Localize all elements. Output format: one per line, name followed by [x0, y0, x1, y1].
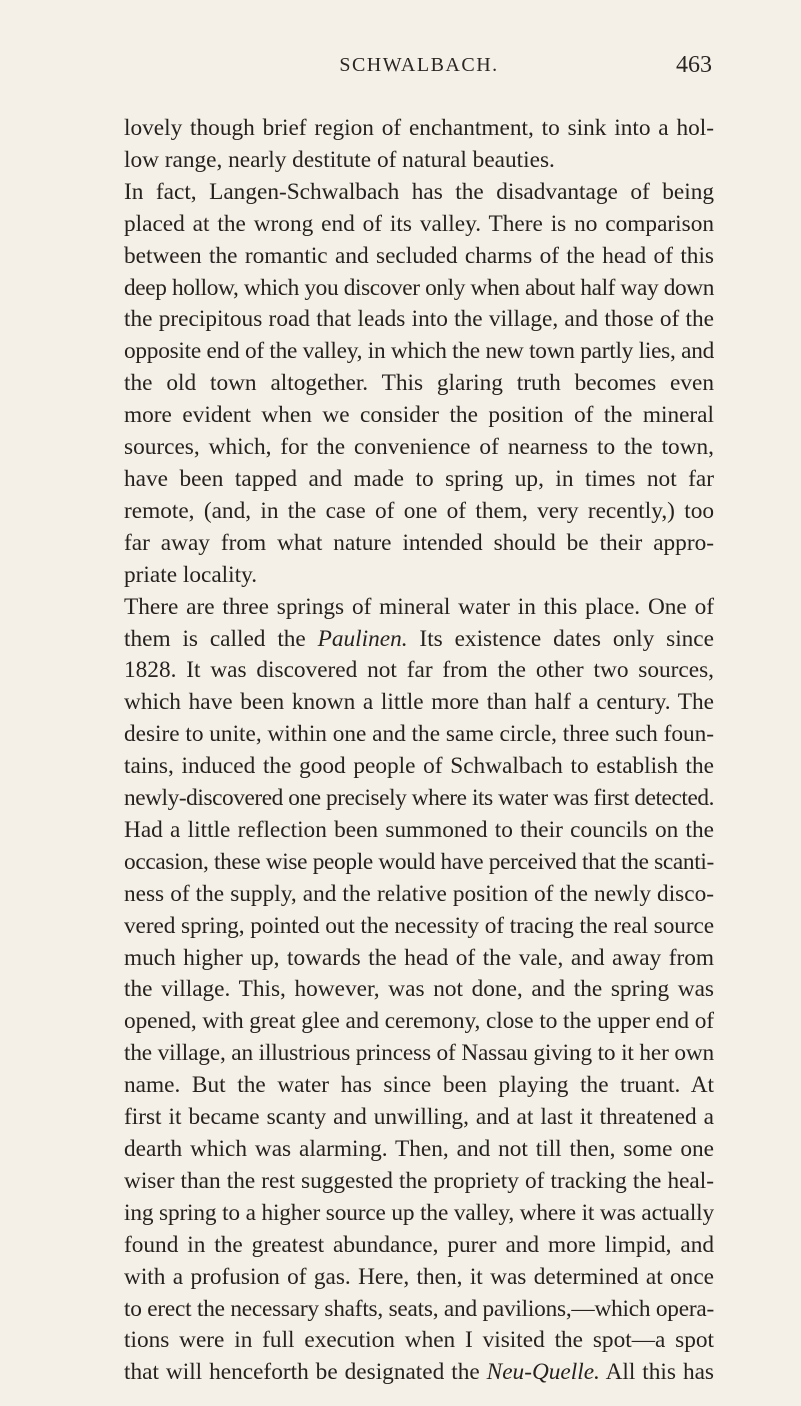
text-line: desire to unite, within one and the same circle, three such foun-: [124, 721, 714, 748]
text-line: name. But the water has since been playing the truant. At: [124, 1072, 714, 1099]
text-line: which have been known a little more than half a century. The: [124, 689, 714, 716]
text-line: There are three springs of mineral water in this place. One of: [124, 593, 714, 620]
text-line: low range, nearly destitute of natural beauties.: [124, 146, 555, 173]
page-number: 463: [676, 52, 712, 78]
text-line: lovely though brief region of enchantment, to sink into a hol-: [124, 115, 714, 141]
running-head: [126, 52, 712, 82]
text-line: found in the greatest abundance, purer and more limpid, and: [124, 1231, 714, 1258]
text-line: placed at the wrong end of its valley. There is no comparison: [124, 210, 714, 237]
text-line: wiser than the rest suggested the propriety of tracking the heal-: [124, 1167, 714, 1194]
text-line: opposite end of the valley, in which the new town partly lies, and: [124, 338, 714, 365]
text-line: the village. This, however, was not done, and the spring was: [124, 976, 714, 1003]
text-line: between the romantic and secluded charms of the head of this: [124, 242, 714, 269]
text-line: occasion, these wise people would have perceived that the scanti-: [124, 848, 714, 875]
text-line: deep hollow, which you discover only when about half way down: [124, 274, 714, 301]
text-line: much higher up, towards the head of the vale, and away from: [124, 944, 714, 971]
text-line: ness of the supply, and the relative position of the newly disco-: [124, 880, 714, 907]
text-line: more evident when we consider the position of the mineral: [124, 402, 714, 429]
text-line: tains, induced the good people of Schwalbach to establish the: [124, 753, 714, 780]
text-line: have been tapped and made to spring up, in times not far: [124, 465, 714, 492]
text-line: with a profusion of gas. Here, then, it was determined at once: [124, 1263, 714, 1290]
text-line: remote, (and, in the case of one of them, very recently,) too: [124, 497, 714, 524]
text-line: first it became scanty and unwilling, and at last it threatened a: [124, 1104, 714, 1131]
text-line: In fact, Langen-Schwalbach has the disadvantage of being: [124, 178, 714, 205]
text-line: newly-discovered one precisely where its water was first detected.: [124, 785, 715, 812]
text-line: 1828. It was discovered not far from the other two sources,: [124, 657, 714, 684]
text-line: sources, which, for the convenience of nearness to the town,: [124, 434, 714, 461]
text-line: Had a little reflection been summoned to their councils on the: [124, 816, 714, 843]
spring-name-neu-quelle: Neu-Quelle.: [486, 1359, 600, 1386]
text-line: to erect the necessary shafts, seats, and pavilions,—which opera-: [124, 1295, 714, 1322]
text-line: opened, with great glee and ceremony, close to the upper end of: [124, 1008, 714, 1035]
body-text: [124, 113, 714, 1389]
text-line: the village, an illustrious princess of Nassau giving to it her own: [124, 1040, 714, 1067]
text-line: them is called the Paulinen. Its existence dates only since: [124, 625, 714, 652]
text-line: far away from what nature intended should be their appro-: [124, 529, 714, 556]
text-line: ing spring to a higher source up the valley, where it was actually: [124, 1199, 714, 1226]
running-title: SCHWALBACH.: [339, 54, 499, 76]
text-line: that will henceforth be designated the Neu-Quelle. All this has: [124, 1359, 714, 1386]
text-line: vered spring, pointed out the necessity of tracing the real source: [124, 912, 714, 939]
text-line: the old town altogether. This glaring truth becomes even: [124, 370, 714, 397]
text-line: dearth which was alarming. Then, and not till then, some one: [124, 1136, 714, 1162]
text-line: tions were in full execution when I visited the spot—a spot: [124, 1327, 714, 1354]
spring-name-paulinen: Paulinen.: [317, 625, 408, 652]
text-line: the precipitous road that leads into the village, and those of the: [124, 306, 714, 333]
text-line: priate locality.: [124, 561, 258, 588]
